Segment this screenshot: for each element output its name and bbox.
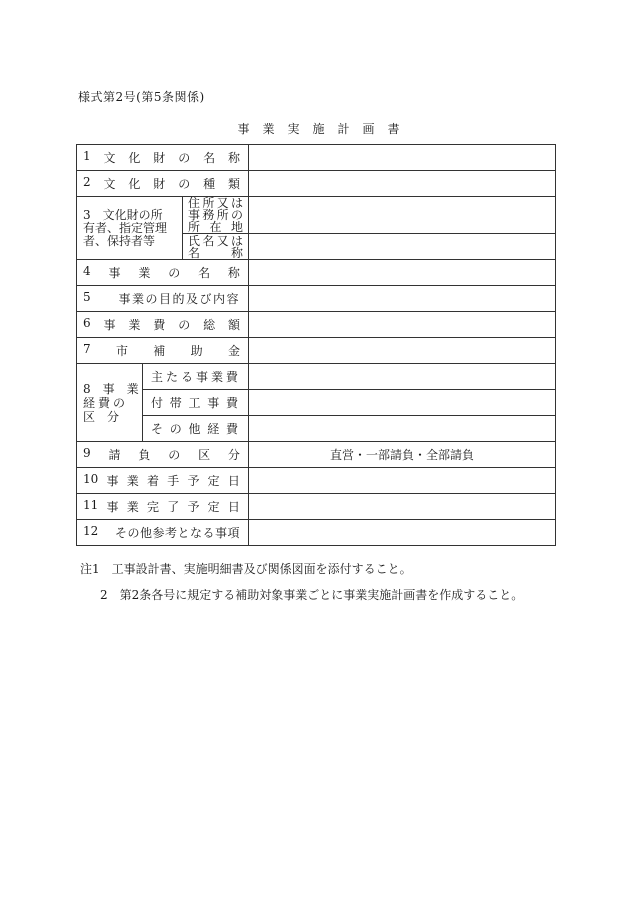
value-purpose[interactable] <box>249 286 556 312</box>
label-property-name <box>77 145 249 171</box>
label-char: 金 <box>227 344 240 358</box>
label-char: の <box>178 318 191 332</box>
label-property-type <box>77 171 249 197</box>
row-city-subsidy <box>77 338 556 364</box>
label-char: 予 <box>187 474 200 488</box>
label-char: 業 <box>126 500 139 514</box>
label-char: そ <box>151 422 164 436</box>
note-2: 2 第2条各号に規定する補助対象事業ごとに事業実施計画書を作成すること。 <box>100 588 524 602</box>
row-contract-type <box>77 442 556 468</box>
label-char: 称 <box>227 151 240 165</box>
row-number: 6 <box>83 316 91 330</box>
label-char: 類 <box>227 177 240 191</box>
label-start-date <box>77 468 249 494</box>
row-total-cost <box>77 312 556 338</box>
label-char: 業 <box>128 318 141 332</box>
label-char: 事 <box>108 266 121 280</box>
value-start-date[interactable] <box>249 468 556 494</box>
label-char: 総 <box>203 318 216 332</box>
document-title: 事業実施計画書 <box>237 122 413 136</box>
label-char: 了 <box>167 500 180 514</box>
label-char: 経 <box>207 422 220 436</box>
label-char: 定 <box>207 474 220 488</box>
label-char: 完 <box>146 500 159 514</box>
value-owner-address[interactable] <box>249 197 556 234</box>
plan-table <box>76 144 556 546</box>
label-char: 名 <box>203 151 216 165</box>
label-char: 手 <box>167 474 180 488</box>
label-char: の <box>168 448 181 462</box>
notes <box>80 556 523 608</box>
label-total-cost <box>77 312 249 338</box>
label-owner-name: 氏名又は 名 称 <box>183 234 249 260</box>
label-char: 区 <box>198 448 211 462</box>
value-property-type[interactable] <box>249 171 556 197</box>
label-contract-type <box>77 442 249 468</box>
row-incidental-cost <box>77 390 556 416</box>
label-expense-category <box>77 364 143 442</box>
row-number: 11 <box>83 498 99 512</box>
label-char: 事 <box>106 474 119 488</box>
row-number: 4 <box>83 264 91 278</box>
row-property-name <box>77 145 556 171</box>
label-city-subsidy <box>77 338 249 364</box>
label-char: 費 <box>153 318 166 332</box>
label-char: 化 <box>128 151 141 165</box>
owner-line-3: 者、保持者等 <box>83 233 156 248</box>
row-number: 7 <box>83 342 91 356</box>
expense-line-3: 区 分 <box>83 409 120 424</box>
label-char: る <box>180 370 193 384</box>
value-property-name[interactable] <box>249 145 556 171</box>
label-char: の <box>168 266 181 280</box>
label-char: 額 <box>227 318 240 332</box>
label-char: 市 <box>115 344 128 358</box>
label-char: 事 <box>207 396 220 410</box>
label-other-cost <box>143 416 249 442</box>
label-char: 工 <box>188 396 201 410</box>
label-char: 定 <box>207 500 220 514</box>
row-purpose <box>77 286 556 312</box>
row-other-cost <box>77 416 556 442</box>
label-char: 文 <box>103 151 116 165</box>
row-start-date <box>77 468 556 494</box>
row-property-type <box>77 171 556 197</box>
value-project-name[interactable] <box>249 260 556 286</box>
label-owner <box>77 197 183 260</box>
label-char: 事 <box>106 500 119 514</box>
label-char: 事 <box>195 370 208 384</box>
value-main-cost[interactable] <box>249 364 556 390</box>
label-char: 費 <box>225 370 238 384</box>
owner-line-1: 3 文化財の所 <box>83 207 163 222</box>
label-purpose: 5 事業の目的及び内容 <box>77 286 249 312</box>
label-char: 財 <box>153 151 166 165</box>
label-char: の <box>178 151 191 165</box>
row-number: 10 <box>83 472 99 486</box>
label-char: 業 <box>126 474 139 488</box>
label-char: 業 <box>138 266 151 280</box>
label-char: 着 <box>146 474 159 488</box>
label-owner-address: 住所又は 事務所の 所 在 地 <box>183 197 249 234</box>
row-completion-date <box>77 494 556 520</box>
value-completion-date[interactable] <box>249 494 556 520</box>
label-char: 主 <box>151 370 164 384</box>
expense-line-1: 8 事 業 <box>83 381 139 396</box>
value-other-notes[interactable] <box>249 520 556 546</box>
row-other-notes <box>77 520 556 546</box>
label-char: 他 <box>188 422 201 436</box>
label-char: 財 <box>153 177 166 191</box>
row-owner-address <box>77 197 556 234</box>
label-char: 助 <box>190 344 203 358</box>
label-char: の <box>169 422 182 436</box>
row-project-name <box>77 260 556 286</box>
label-char: 日 <box>227 474 240 488</box>
label-char: 請 <box>108 448 121 462</box>
label-char: 費 <box>225 422 238 436</box>
value-total-cost[interactable] <box>249 312 556 338</box>
row-number: 2 <box>83 175 91 189</box>
label-char: 費 <box>225 396 238 410</box>
label-other-notes: 12 その他参考となる事項 <box>77 520 249 546</box>
label-char: の <box>178 177 191 191</box>
label-char: 称 <box>227 266 240 280</box>
label-char: 業 <box>210 370 223 384</box>
value-city-subsidy[interactable] <box>249 338 556 364</box>
label-char: 帯 <box>169 396 182 410</box>
label-completion-date <box>77 494 249 520</box>
label-char: 化 <box>128 177 141 191</box>
label-char: 文 <box>103 177 116 191</box>
note-1: 注1 工事設計書、実施明細書及び関係図面を添付すること。 <box>80 562 412 576</box>
owner-line-2: 有者、指定管理 <box>83 220 168 235</box>
label-char: 種 <box>203 177 216 191</box>
label-incidental-cost <box>143 390 249 416</box>
row-main-cost <box>77 364 556 390</box>
row-number: 1 <box>83 149 91 163</box>
form-number: 様式第2号(第5条関係) <box>78 90 205 104</box>
label-char: 日 <box>227 500 240 514</box>
row-number: 9 <box>83 446 91 460</box>
label-main-cost <box>143 364 249 390</box>
label-char: 分 <box>227 448 240 462</box>
label-char: 予 <box>187 500 200 514</box>
label-char: 事 <box>103 318 116 332</box>
label-char: 付 <box>151 396 164 410</box>
value-contract-type: 直営・一部請負・全部請負 <box>249 442 556 468</box>
expense-line-2: 経費の <box>83 395 129 410</box>
label-char: 負 <box>138 448 151 462</box>
value-owner-name[interactable] <box>249 234 556 260</box>
label-project-name <box>77 260 249 286</box>
value-other-cost[interactable] <box>249 416 556 442</box>
label-char: 名 <box>198 266 211 280</box>
value-incidental-cost[interactable] <box>249 390 556 416</box>
label-char: た <box>165 370 178 384</box>
label-char: 補 <box>153 344 166 358</box>
